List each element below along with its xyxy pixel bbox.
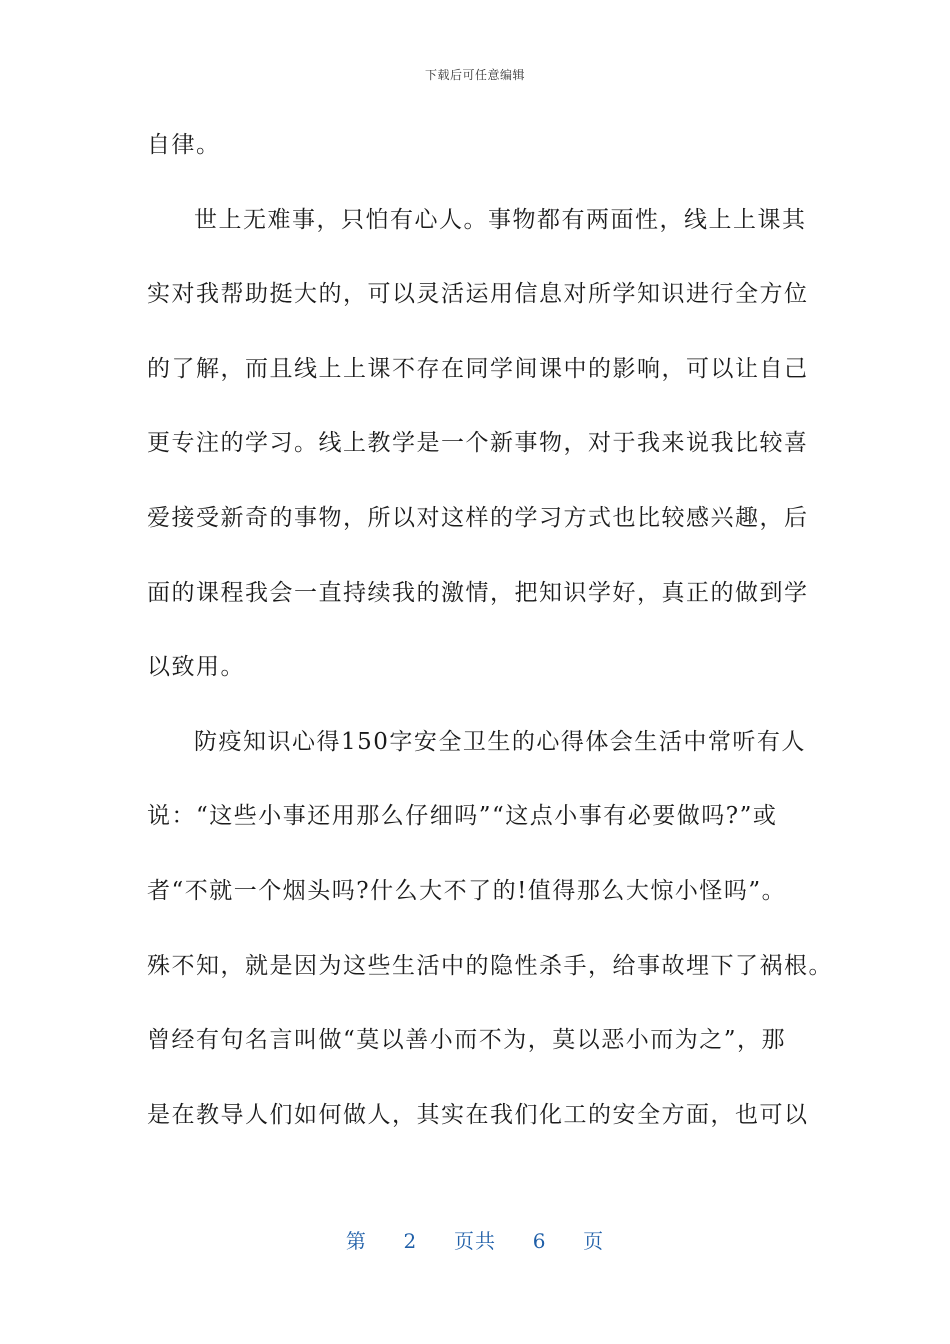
text-line: 曾经有句名言叫做“莫以善小而不为，莫以恶小而为之”，那 <box>147 1027 787 1054</box>
text-line: 以致用。 <box>147 654 245 681</box>
page-number-footer <box>0 1225 950 1254</box>
text-line: 说：“这些小事还用那么仔细吗”“这点小事有必要做吗?”或 <box>147 803 778 830</box>
text-line: 实对我帮助挺大的，可以灵活运用信息对所学知识进行全方位 <box>147 281 809 308</box>
text-line: 面的课程我会一直持续我的激情，把知识学好，真正的做到学 <box>147 579 809 606</box>
text-line: 世上无难事，只怕有心人。事物都有两面性，线上上课其 <box>194 206 807 233</box>
text-line: 更专注的学习。线上教学是一个新事物，对于我来说我比较喜 <box>147 430 809 457</box>
text-line: 殊不知，就是因为这些生活中的隐性杀手，给事故埋下了祸根。 <box>147 952 833 979</box>
footer-suffix: 页 <box>583 1229 605 1253</box>
text-line: 自律。 <box>147 132 221 158</box>
document-body <box>147 121 833 1165</box>
current-page-number: 2 <box>403 1229 418 1253</box>
document-header-note: 下载后可任意编辑 <box>424 68 525 82</box>
text-line: 者“不就一个烟头吗?什么大不了的!值得那么大惊小怪吗”。 <box>147 877 787 904</box>
paragraph <box>147 196 807 718</box>
text-line: 的了解，而且线上上课不存在同学间课中的影响，可以让自己 <box>147 355 809 382</box>
total-pages-number: 6 <box>532 1229 547 1253</box>
text-line: 是在教导人们如何做人，其实在我们化工的安全方面，也可以 <box>147 1101 809 1128</box>
text-line: 防疫知识心得150字安全卫生的心得体会生活中常听有人 <box>194 728 806 755</box>
footer-middle: 页共 <box>454 1229 496 1253</box>
paragraph <box>147 718 833 1166</box>
paragraph <box>147 121 807 196</box>
footer-prefix: 第 <box>345 1229 367 1253</box>
text-line: 爱接受新奇的事物，所以对这样的学习方式也比较感兴趣，后 <box>147 504 809 531</box>
